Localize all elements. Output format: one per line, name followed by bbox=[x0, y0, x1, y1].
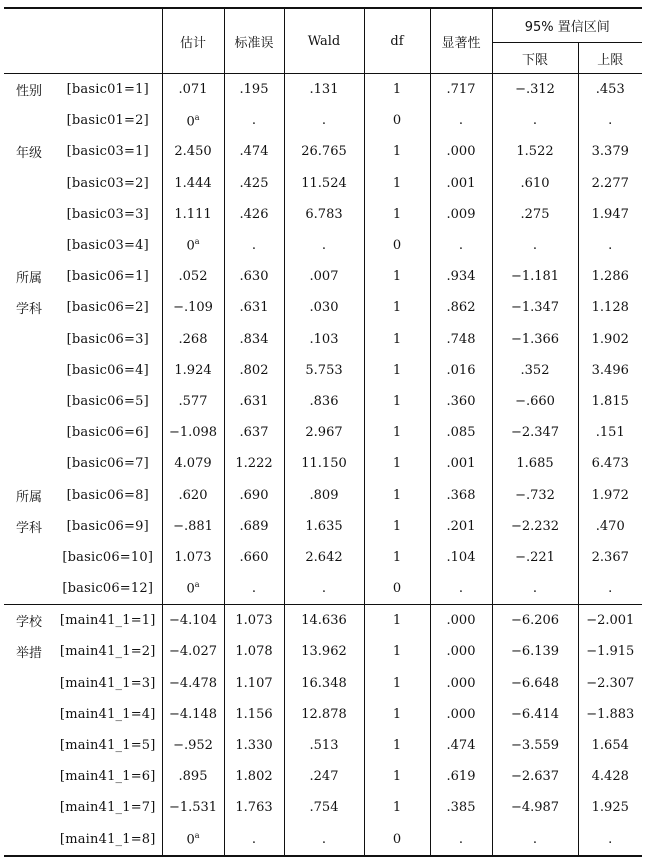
parameter-cell: [basic06=2] bbox=[66, 300, 149, 316]
significance-cell: .104 bbox=[430, 542, 492, 573]
header-lower: 下限 bbox=[492, 43, 578, 74]
ci-lower-cell: −.732 bbox=[492, 479, 578, 510]
ci-lower-cell: .352 bbox=[492, 355, 578, 386]
significance-cell: . bbox=[430, 105, 492, 136]
table-row bbox=[4, 636, 642, 667]
df-cell: 1 bbox=[364, 792, 430, 823]
ci-lower-cell: −1.181 bbox=[492, 261, 578, 292]
estimate-cell bbox=[162, 105, 224, 136]
table-row bbox=[4, 230, 642, 261]
ci-lower-cell: −6.414 bbox=[492, 699, 578, 730]
std-error-cell: .834 bbox=[224, 324, 284, 355]
wald-cell: 2.642 bbox=[284, 542, 364, 573]
df-cell: 1 bbox=[364, 324, 430, 355]
significance-cell: .000 bbox=[430, 605, 492, 637]
ci-lower-cell: −.221 bbox=[492, 542, 578, 573]
group-label bbox=[4, 168, 54, 199]
ci-upper-cell: 1.947 bbox=[578, 199, 642, 230]
ci-upper-cell: 1.815 bbox=[578, 386, 642, 417]
estimate-cell: −4.104 bbox=[162, 605, 224, 637]
std-error-cell: 1.763 bbox=[224, 792, 284, 823]
std-error-cell: .195 bbox=[224, 74, 284, 106]
parameter-cell: [basic06=10] bbox=[62, 549, 154, 565]
ci-lower-cell: −2.637 bbox=[492, 761, 578, 792]
parameter-cell: [basic03=4] bbox=[66, 238, 149, 254]
parameter-cell: [basic01=1] bbox=[66, 82, 149, 98]
std-error-cell: .426 bbox=[224, 199, 284, 230]
df-cell: 1 bbox=[364, 479, 430, 510]
wald-cell: . bbox=[284, 824, 364, 856]
footnote-marker: a bbox=[194, 580, 200, 590]
significance-cell: .001 bbox=[430, 448, 492, 479]
header-df: df bbox=[364, 8, 430, 74]
wald-cell: .131 bbox=[284, 74, 364, 106]
parameter-cell: [basic06=12] bbox=[62, 581, 154, 597]
std-error-cell: . bbox=[224, 573, 284, 605]
table-header bbox=[4, 8, 642, 74]
ci-upper-cell: . bbox=[578, 573, 642, 605]
significance-cell: .360 bbox=[430, 386, 492, 417]
ci-lower-cell: −4.987 bbox=[492, 792, 578, 823]
group-label bbox=[4, 199, 54, 230]
parameter-cell: [basic06=6] bbox=[66, 425, 149, 441]
ci-lower-cell: −2.347 bbox=[492, 417, 578, 448]
ci-upper-cell: −1.883 bbox=[578, 699, 642, 730]
significance-cell: .000 bbox=[430, 668, 492, 699]
significance-cell: . bbox=[430, 230, 492, 261]
group-label bbox=[4, 792, 54, 823]
std-error-cell: .689 bbox=[224, 511, 284, 542]
parameter-cell: [basic06=9] bbox=[66, 518, 149, 534]
group-label bbox=[4, 730, 54, 761]
std-error-cell: 1.802 bbox=[224, 761, 284, 792]
df-cell: 1 bbox=[364, 730, 430, 761]
ci-lower-cell: . bbox=[492, 230, 578, 261]
footnote-marker: a bbox=[194, 112, 200, 122]
significance-cell: .862 bbox=[430, 292, 492, 323]
estimate-cell: .052 bbox=[162, 261, 224, 292]
df-cell: 1 bbox=[364, 199, 430, 230]
df-cell: 0 bbox=[364, 573, 430, 605]
group-label bbox=[4, 668, 54, 699]
parameter-cell: [basic03=3] bbox=[66, 206, 149, 222]
df-cell: 0 bbox=[364, 230, 430, 261]
ci-upper-cell: 1.972 bbox=[578, 479, 642, 510]
std-error-cell: .637 bbox=[224, 417, 284, 448]
group-label bbox=[4, 355, 54, 386]
std-error-cell: .474 bbox=[224, 136, 284, 167]
group-label bbox=[4, 417, 54, 448]
ci-lower-cell: −1.366 bbox=[492, 324, 578, 355]
estimate-cell: 4.079 bbox=[162, 448, 224, 479]
df-cell: 0 bbox=[364, 824, 430, 856]
header-wald: Wald bbox=[284, 8, 364, 74]
wald-cell: . bbox=[284, 573, 364, 605]
ci-upper-cell: 3.379 bbox=[578, 136, 642, 167]
df-cell: 1 bbox=[364, 292, 430, 323]
group-label bbox=[4, 324, 54, 355]
group-label bbox=[4, 230, 54, 261]
ci-upper-cell: 1.654 bbox=[578, 730, 642, 761]
significance-cell: .201 bbox=[430, 511, 492, 542]
wald-cell: 2.967 bbox=[284, 417, 364, 448]
table-row bbox=[4, 292, 642, 323]
df-cell: 1 bbox=[364, 168, 430, 199]
std-error-cell: . bbox=[224, 824, 284, 856]
group-label: 举措 bbox=[15, 646, 42, 662]
ci-lower-cell: −.660 bbox=[492, 386, 578, 417]
significance-cell: .000 bbox=[430, 699, 492, 730]
std-error-cell: 1.073 bbox=[224, 605, 284, 637]
estimate-cell: 1.924 bbox=[162, 355, 224, 386]
ci-upper-cell: 1.128 bbox=[578, 292, 642, 323]
wald-cell: 6.783 bbox=[284, 199, 364, 230]
estimate-cell: 1.111 bbox=[162, 199, 224, 230]
parameter-cell: [basic03=2] bbox=[66, 175, 149, 191]
group-label: 学科 bbox=[15, 520, 42, 536]
df-cell: 0 bbox=[364, 105, 430, 136]
ci-upper-cell: 2.277 bbox=[578, 168, 642, 199]
table-row bbox=[4, 417, 642, 448]
estimate-cell: −4.478 bbox=[162, 668, 224, 699]
ci-upper-cell: . bbox=[578, 824, 642, 856]
header-std-error: 标准误 bbox=[224, 8, 284, 74]
std-error-cell: .425 bbox=[224, 168, 284, 199]
header-upper: 上限 bbox=[578, 43, 642, 74]
ci-lower-cell: .275 bbox=[492, 199, 578, 230]
group-label bbox=[4, 761, 54, 792]
parameter-cell: [main41_1=2] bbox=[59, 644, 156, 660]
wald-cell: .007 bbox=[284, 261, 364, 292]
parameter-cell: [basic06=4] bbox=[66, 362, 149, 378]
wald-cell: .754 bbox=[284, 792, 364, 823]
estimate-value: 0 bbox=[186, 238, 195, 254]
group-label: 性别 bbox=[15, 84, 42, 100]
parameter-cell: [main41_1=7] bbox=[59, 800, 156, 816]
wald-cell: 1.635 bbox=[284, 511, 364, 542]
df-cell: 1 bbox=[364, 761, 430, 792]
estimate-cell: −4.148 bbox=[162, 699, 224, 730]
estimate-cell bbox=[162, 230, 224, 261]
header-blank bbox=[4, 8, 162, 74]
wald-cell: . bbox=[284, 230, 364, 261]
table-row bbox=[4, 699, 642, 730]
table-row bbox=[4, 573, 642, 605]
parameter-cell: [basic06=7] bbox=[66, 456, 149, 472]
parameter-estimates-table bbox=[4, 7, 642, 857]
wald-cell: . bbox=[284, 105, 364, 136]
significance-cell: .748 bbox=[430, 324, 492, 355]
ci-upper-cell: 2.367 bbox=[578, 542, 642, 573]
df-cell: 1 bbox=[364, 417, 430, 448]
group-label: 学校 bbox=[4, 605, 54, 637]
df-cell: 1 bbox=[364, 136, 430, 167]
ci-lower-cell: .610 bbox=[492, 168, 578, 199]
estimate-cell: −.881 bbox=[162, 511, 224, 542]
group-label bbox=[4, 386, 54, 417]
significance-cell: .000 bbox=[430, 136, 492, 167]
table-row bbox=[4, 136, 642, 167]
estimate-cell bbox=[162, 573, 224, 605]
estimate-cell: .577 bbox=[162, 386, 224, 417]
ci-upper-cell: −1.915 bbox=[578, 636, 642, 667]
parameter-cell: [basic06=3] bbox=[66, 331, 149, 347]
ci-upper-cell: 4.428 bbox=[578, 761, 642, 792]
estimate-cell: −1.531 bbox=[162, 792, 224, 823]
significance-cell: .717 bbox=[430, 74, 492, 106]
significance-cell: .619 bbox=[430, 761, 492, 792]
estimate-cell: 1.073 bbox=[162, 542, 224, 573]
estimate-cell: .620 bbox=[162, 479, 224, 510]
ci-upper-cell: 1.286 bbox=[578, 261, 642, 292]
table-row bbox=[4, 792, 642, 823]
ci-upper-cell: .453 bbox=[578, 74, 642, 106]
wald-cell: .809 bbox=[284, 479, 364, 510]
significance-cell: .016 bbox=[430, 355, 492, 386]
group-label: 年级 bbox=[15, 146, 42, 162]
df-cell: 1 bbox=[364, 605, 430, 637]
significance-cell: . bbox=[430, 573, 492, 605]
header-estimate: 估计 bbox=[162, 8, 224, 74]
ci-lower-cell: −6.648 bbox=[492, 668, 578, 699]
significance-cell: .368 bbox=[430, 479, 492, 510]
parameter-cell: [main41_1=8] bbox=[54, 824, 162, 856]
parameter-cell: [main41_1=5] bbox=[59, 738, 156, 754]
wald-cell: 12.878 bbox=[284, 699, 364, 730]
header-confidence-interval: 95% 置信区间 bbox=[492, 8, 642, 43]
table-row bbox=[4, 511, 642, 542]
df-cell: 1 bbox=[364, 74, 430, 106]
estimate-cell: 2.450 bbox=[162, 136, 224, 167]
significance-cell: .934 bbox=[430, 261, 492, 292]
parameter-cell: [main41_1=6] bbox=[59, 769, 156, 785]
table-row bbox=[4, 448, 642, 479]
wald-cell: .513 bbox=[284, 730, 364, 761]
header-significance: 显著性 bbox=[430, 8, 492, 74]
ci-lower-cell: −2.232 bbox=[492, 511, 578, 542]
footnote-marker: a bbox=[194, 830, 200, 840]
ci-lower-cell: −6.206 bbox=[492, 605, 578, 637]
table-row bbox=[4, 542, 642, 573]
std-error-cell: .690 bbox=[224, 479, 284, 510]
ci-lower-cell: . bbox=[492, 573, 578, 605]
df-cell: 1 bbox=[364, 636, 430, 667]
significance-cell: .085 bbox=[430, 417, 492, 448]
parameter-cell: [basic06=8] bbox=[66, 487, 149, 503]
estimate-cell: .895 bbox=[162, 761, 224, 792]
wald-cell: 26.765 bbox=[284, 136, 364, 167]
group-label bbox=[4, 824, 54, 856]
group-label: 学科 bbox=[15, 302, 42, 318]
std-error-cell: . bbox=[224, 105, 284, 136]
group-label bbox=[4, 699, 54, 730]
std-error-cell: .802 bbox=[224, 355, 284, 386]
ci-lower-cell: 1.685 bbox=[492, 448, 578, 479]
df-cell: 1 bbox=[364, 261, 430, 292]
ci-lower-cell: −1.347 bbox=[492, 292, 578, 323]
ci-lower-cell: 1.522 bbox=[492, 136, 578, 167]
estimate-cell: −.109 bbox=[162, 292, 224, 323]
ci-lower-cell: −.312 bbox=[492, 74, 578, 106]
estimate-cell: −1.098 bbox=[162, 417, 224, 448]
wald-cell: .030 bbox=[284, 292, 364, 323]
std-error-cell: .631 bbox=[224, 292, 284, 323]
parameter-cell: [main41_1=1] bbox=[54, 605, 162, 637]
wald-cell: .247 bbox=[284, 761, 364, 792]
df-cell: 1 bbox=[364, 355, 430, 386]
table-row bbox=[4, 168, 642, 199]
significance-cell: .474 bbox=[430, 730, 492, 761]
group-label bbox=[4, 573, 54, 605]
wald-cell: .836 bbox=[284, 386, 364, 417]
parameter-cell: [basic03=1] bbox=[66, 144, 149, 160]
wald-cell: 16.348 bbox=[284, 668, 364, 699]
table-row bbox=[4, 74, 642, 106]
ci-upper-cell: . bbox=[578, 105, 642, 136]
table-row bbox=[4, 730, 642, 761]
table-row bbox=[4, 605, 642, 637]
std-error-cell: 1.222 bbox=[224, 448, 284, 479]
std-error-cell: 1.078 bbox=[224, 636, 284, 667]
parameter-cell: [basic06=1] bbox=[66, 269, 149, 285]
ci-upper-cell: 1.902 bbox=[578, 324, 642, 355]
table-row bbox=[4, 355, 642, 386]
std-error-cell: 1.156 bbox=[224, 699, 284, 730]
table-row bbox=[4, 261, 642, 292]
ci-upper-cell: 3.496 bbox=[578, 355, 642, 386]
wald-cell: .103 bbox=[284, 324, 364, 355]
estimate-value: 0 bbox=[186, 581, 195, 597]
table-row bbox=[4, 761, 642, 792]
ci-lower-cell: . bbox=[492, 824, 578, 856]
ci-upper-cell: 6.473 bbox=[578, 448, 642, 479]
estimate-value: 0 bbox=[186, 113, 195, 129]
df-cell: 1 bbox=[364, 448, 430, 479]
estimate-value: 0 bbox=[186, 832, 195, 848]
estimate-cell: .268 bbox=[162, 324, 224, 355]
table-row bbox=[4, 199, 642, 230]
group-label: 所属 bbox=[15, 489, 42, 505]
ci-upper-cell: 1.925 bbox=[578, 792, 642, 823]
df-cell: 1 bbox=[364, 386, 430, 417]
parameter-cell: [basic06=5] bbox=[66, 393, 149, 409]
estimate-cell: .071 bbox=[162, 74, 224, 106]
ci-lower-cell: −3.559 bbox=[492, 730, 578, 761]
df-cell: 1 bbox=[364, 511, 430, 542]
std-error-cell: .660 bbox=[224, 542, 284, 573]
estimate-cell: 1.444 bbox=[162, 168, 224, 199]
table-row bbox=[4, 386, 642, 417]
parameter-cell: [basic01=2] bbox=[66, 113, 149, 129]
estimate-cell bbox=[162, 824, 224, 856]
significance-cell: .000 bbox=[430, 636, 492, 667]
table-row bbox=[4, 479, 642, 510]
table-row bbox=[4, 324, 642, 355]
table-body bbox=[4, 74, 642, 856]
ci-upper-cell: . bbox=[578, 230, 642, 261]
estimate-cell: −4.027 bbox=[162, 636, 224, 667]
ci-upper-cell: −2.001 bbox=[578, 605, 642, 637]
df-cell: 1 bbox=[364, 542, 430, 573]
std-error-cell: .631 bbox=[224, 386, 284, 417]
df-cell: 1 bbox=[364, 668, 430, 699]
group-label bbox=[4, 105, 54, 136]
ci-lower-cell: . bbox=[492, 105, 578, 136]
parameter-cell: [main41_1=4] bbox=[59, 706, 156, 722]
significance-cell: . bbox=[430, 824, 492, 856]
wald-cell: 5.753 bbox=[284, 355, 364, 386]
ci-upper-cell: .470 bbox=[578, 511, 642, 542]
ci-lower-cell: −6.139 bbox=[492, 636, 578, 667]
significance-cell: .385 bbox=[430, 792, 492, 823]
parameter-cell: [main41_1=3] bbox=[59, 675, 156, 691]
ci-upper-cell: −2.307 bbox=[578, 668, 642, 699]
significance-cell: .009 bbox=[430, 199, 492, 230]
estimate-cell: −.952 bbox=[162, 730, 224, 761]
ci-upper-cell: .151 bbox=[578, 417, 642, 448]
wald-cell: 11.524 bbox=[284, 168, 364, 199]
group-label: 所属 bbox=[15, 271, 42, 287]
std-error-cell: .630 bbox=[224, 261, 284, 292]
table-row bbox=[4, 824, 642, 856]
group-label bbox=[4, 448, 54, 479]
std-error-cell: . bbox=[224, 230, 284, 261]
group-label bbox=[4, 542, 54, 573]
std-error-cell: 1.107 bbox=[224, 668, 284, 699]
significance-cell: .001 bbox=[430, 168, 492, 199]
table-row bbox=[4, 105, 642, 136]
std-error-cell: 1.330 bbox=[224, 730, 284, 761]
wald-cell: 11.150 bbox=[284, 448, 364, 479]
df-cell: 1 bbox=[364, 699, 430, 730]
table-row bbox=[4, 668, 642, 699]
footnote-marker: a bbox=[194, 237, 200, 247]
wald-cell: 14.636 bbox=[284, 605, 364, 637]
wald-cell: 13.962 bbox=[284, 636, 364, 667]
